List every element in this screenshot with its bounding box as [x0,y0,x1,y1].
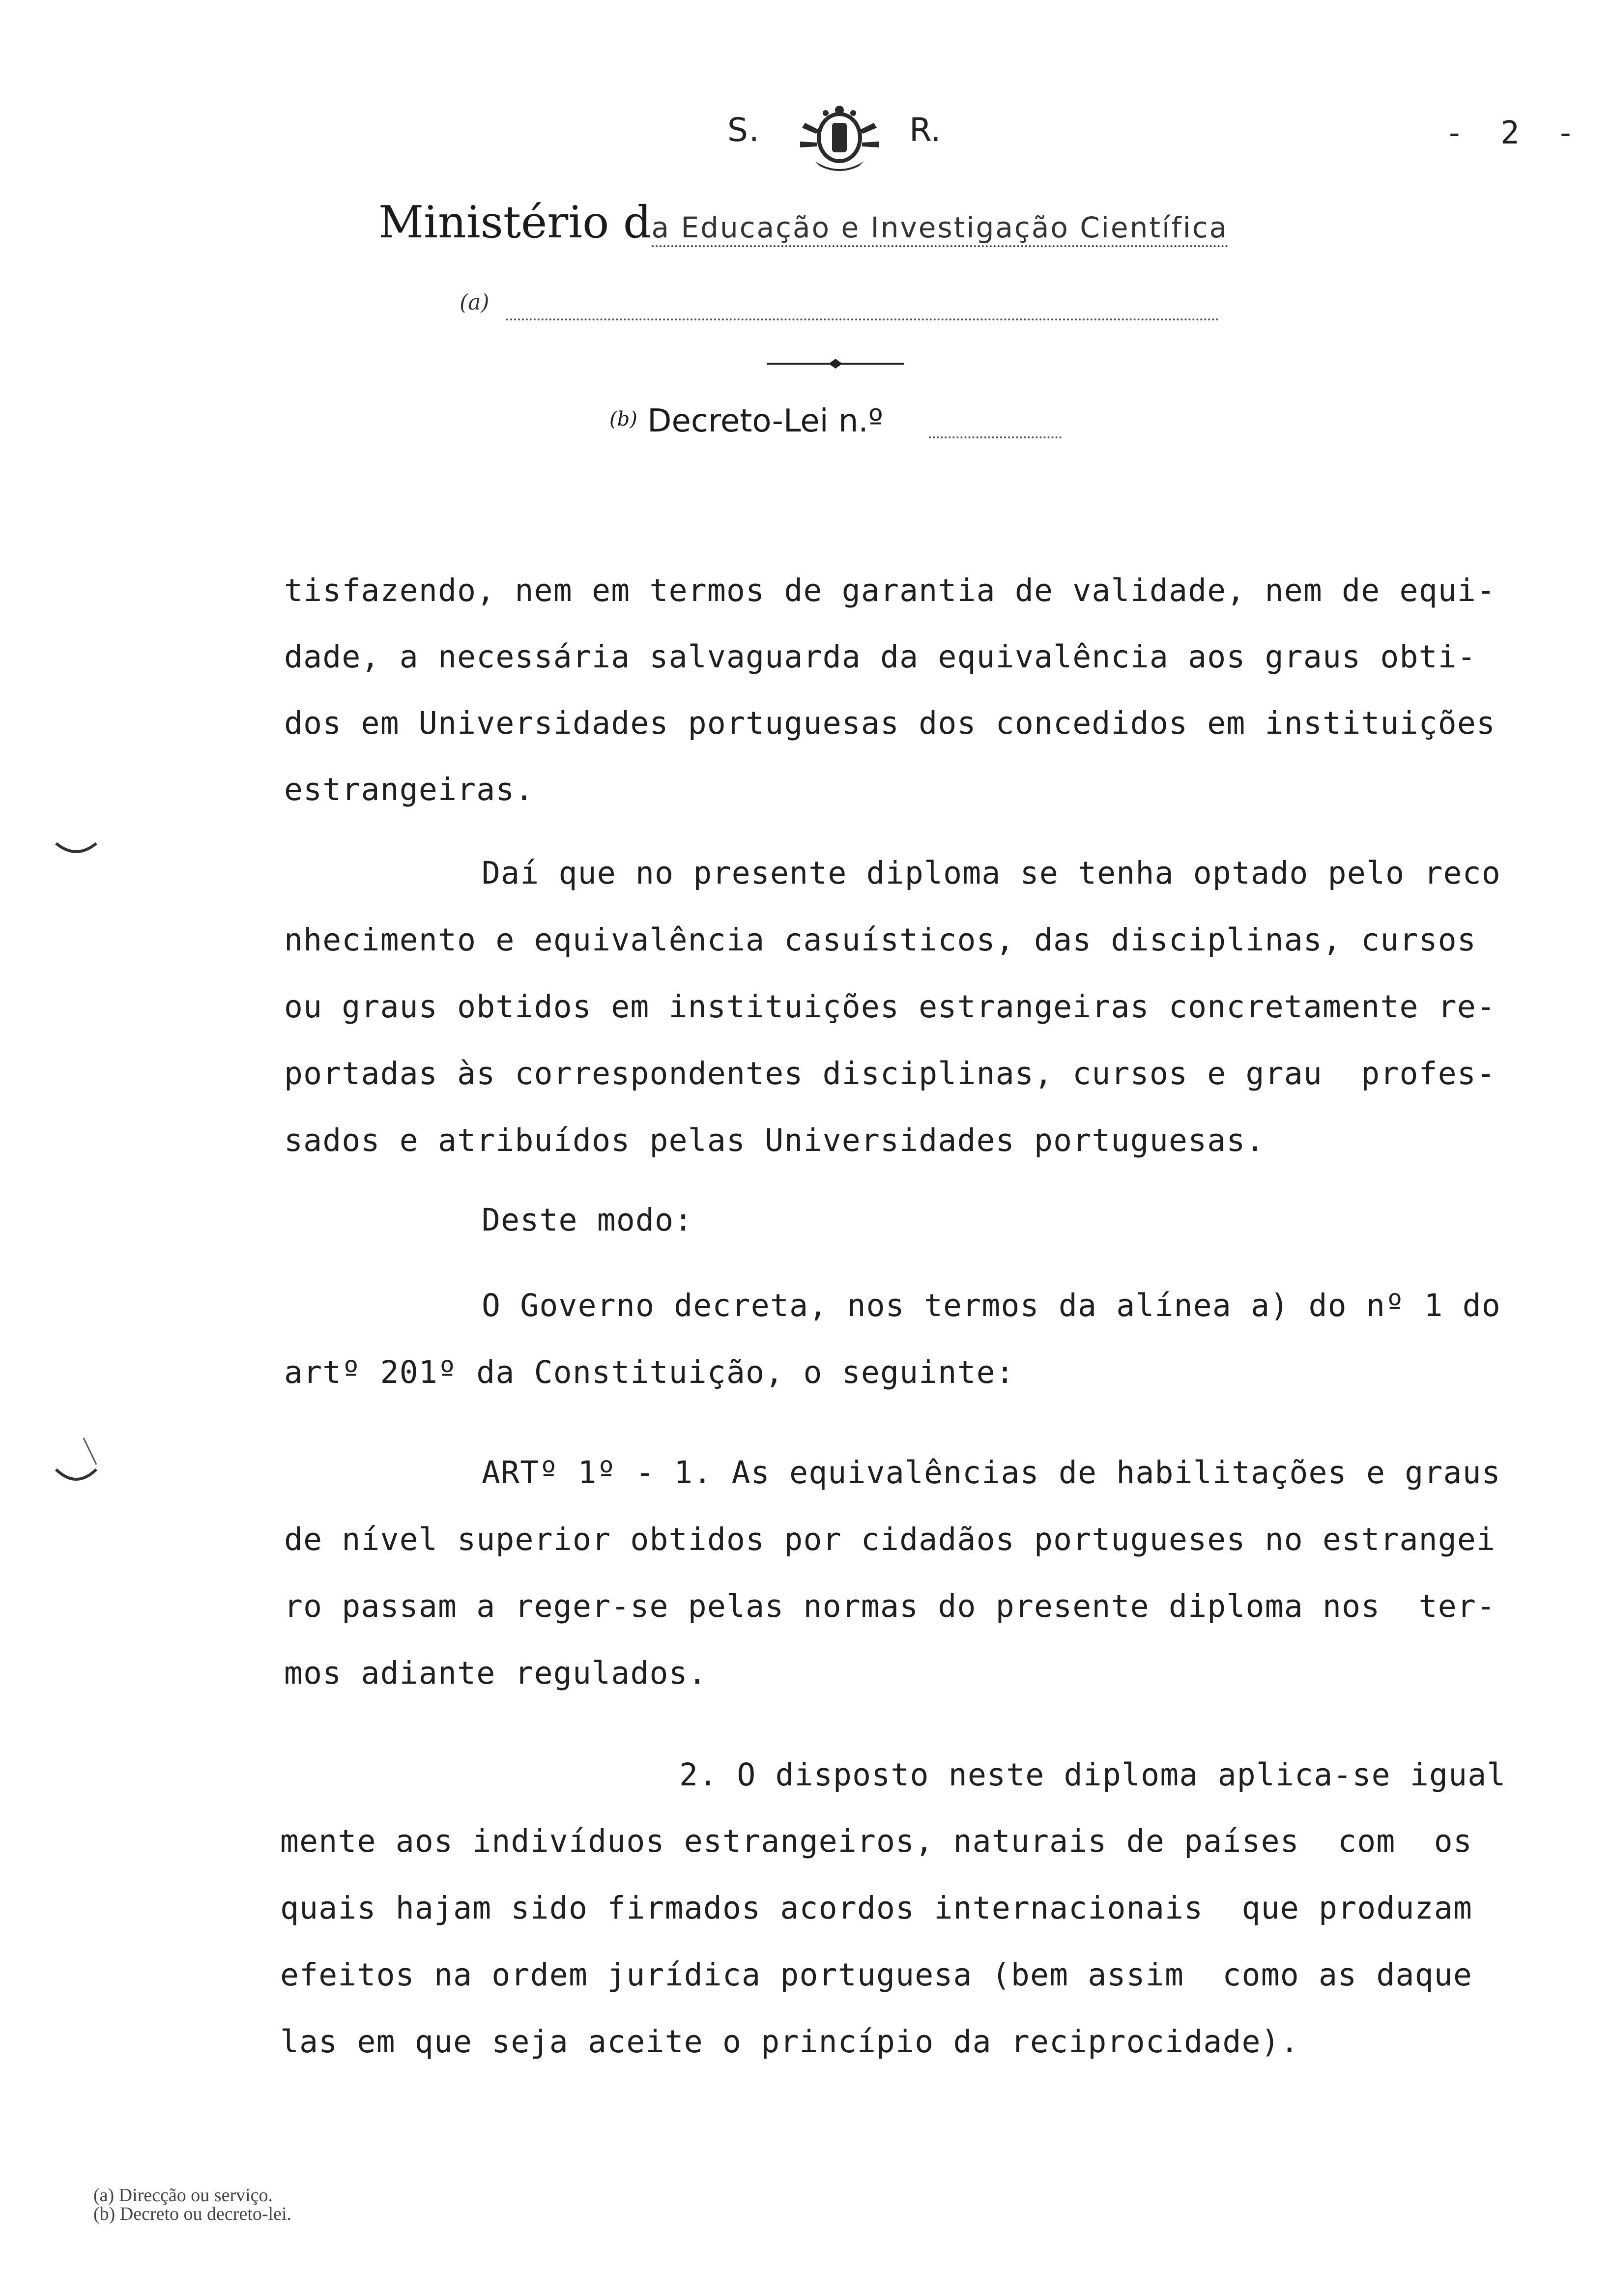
coat-of-arms-icon [785,103,893,177]
ministry-name: a Educação e Investigação Científica [652,211,1229,247]
text-line: 2. O disposto neste diploma aplica-se igual [679,1757,1506,1793]
text-line: ou graus obtidos em instituições estrangeiras concretamente re- [284,989,1496,1025]
text-line: efeitos na ordem jurídica portuguesa (bem assim como as daque [280,1957,1473,1993]
letterhead [727,103,983,172]
text-line: portadas às correspondentes disciplinas, cursos e grau profes- [284,1056,1496,1091]
ministry-prefix: Ministério d [378,197,652,248]
footnote-b: (b) Decreto ou decreto-lei. [93,2204,292,2224]
text-line: tisfazendo, nem em termos de garantia de validade, nem de equi- [284,573,1496,608]
divider-ornament [767,358,904,370]
letterhead-right-letter: R. [909,111,941,149]
field-a-label: (a) [460,290,489,315]
text-line: nhecimento e equivalência casuísticos, das disciplinas, cursos [284,922,1477,958]
text-line: Deste modo: [482,1202,693,1238]
text-line: las em que seja aceite o princípio da reciprocidade). [280,2024,1299,2060]
text-line: dade, a necessária salvaguarda da equivalência aos graus obti- [284,639,1477,675]
punch-hole-mark [54,1435,103,1489]
text-line: ro passam a reger-se pelas normas do presente diploma nos ter- [284,1588,1496,1624]
text-line: O Governo decreta, nos termos da alínea a) do nº 1 do [482,1288,1501,1323]
text-line: quais hajam sido firmados acordos internacionais que produzam [280,1890,1473,1926]
decree-number-dotted-line [929,436,1062,438]
page-number: - 2 - [1445,115,1584,151]
footnote-a: (a) Direcção ou serviço. [93,2185,273,2206]
text-line: de nível superior obtidos por cidadãos portugueses no estrangei [284,1521,1496,1557]
ministry-heading [378,197,1228,248]
field-a-dotted-line [506,318,1219,320]
text-line: artº 201º da Constituição, o seguinte: [284,1354,1015,1390]
text-line: mos adiante regulados. [284,1655,707,1691]
text-line: sados e atribuídos pelas Universidades portuguesas. [284,1122,1265,1158]
text-line: dos em Universidades portuguesas dos concedidos em instituições [284,705,1496,741]
decree-label: Decreto-Lei n.º [647,403,883,439]
decree-footnote-ref: (b) [609,408,637,430]
footnotes [93,2186,291,2223]
decree-title [609,403,883,439]
letterhead-left-letter: S. [727,111,760,149]
text-line: mente aos indivíduos estrangeiros, naturais de países com os [280,1823,1473,1859]
punch-hole-mark [54,840,98,860]
text-line: estrangeiras. [284,772,534,807]
text-line: Daí que no presente diploma se tenha optado pelo reco [482,855,1501,891]
text-line: ARTº 1º - 1. As equivalências de habilitações e graus [482,1455,1501,1491]
